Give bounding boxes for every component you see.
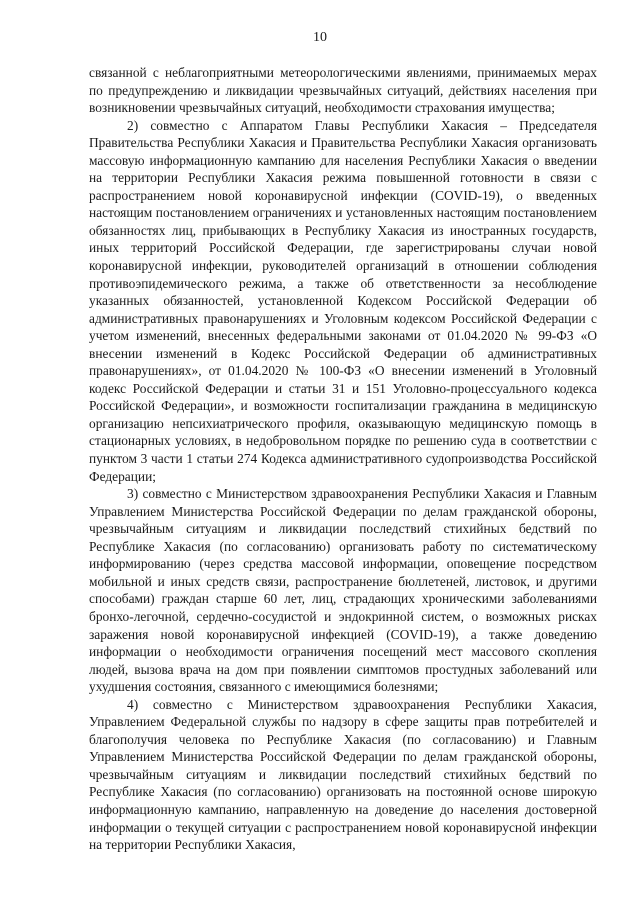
page-number: 10 xyxy=(313,30,327,45)
paragraph-item-4: 4) совместно с Министерством здравоохранения Республики Хакасия, Управлением Федеральной службы по надзору в сфере защиты прав потребителей и благополучия человека по Республике Хакасия (по согласованию) и Главным Управлением Министерства Российской Федерации по делам гражданской обороны, чрезвычайным ситуациям и ликвидации последствий стихийных бедствий по Республике Хакасия (по согласованию) организовать на постоянной основе широкую информационную кампанию, направленную на доведение до населения достоверной информации о текущей ситуации с распространением новой коронавирусной инфекции на территории Республики Хакасия, xyxy=(89,696,597,853)
paragraph-continuation: связанной с неблагоприятными метеорологическими явлениями, принимаемых мерах по предупреждению и ликвидации чрезвычайных ситуаций, действиях населения при возникновении чрезвычайных ситуаций, необходимости страхования имущества; xyxy=(89,65,597,116)
paragraph-item-2: 2) совместно с Аппаратом Главы Республики Хакасия – Председателя Правительства Республики Хакасия и Правительства Республики Хакасия организовать массовую информационную кампанию для населения Республики Хакасия о введении на территории Республики Хакасия режима повышенной готовности в связи с распространением новой коронавирусной инфекции (COVID-19), о введенных настоящим постановлением ограничениях и установленных настоящим постановлением обязанностях лиц, прибывающих в Республику Хакасия из иностранных государств, иных территорий Российской Федерации, где зарегистрированы случаи новой коронавирусной инфекции, руководителей организаций в отношении соблюдения противоэпидемического режима, а также об ответственности за несоблюдение указанных обязанностей, установленной Кодексом Российской Федерации об административных правонарушениях и Уголовным кодексом Российской Федерации с учетом изменений, внесенных федеральными законами от 01.04.2020 № 99-ФЗ «О внесении изменений в Кодекс Российской Федерации об административных правонарушениях», от 01.04.2020 № 100-ФЗ «О внесении изменений в Уголовный кодекс Российской Федерации и статьи 31 и 151 Уголовно-процессуального кодекса Российской Федерации», и возможности госпитализации гражданина в медицинскую организацию непсихиатрического профиля, оказывающую медицинскую помощь в стационарных условиях, в недобровольном порядке по решению суда в соответствии с пунктом 3 части 1 статьи 274 Кодекса административного судопроизводства Российской Федерации; xyxy=(89,117,597,484)
paragraph-item-3: 3) совместно с Министерством здравоохранения Республики Хакасия и Главным Управлением Министерства Российской Федерации по делам гражданской обороны, чрезвычайным ситуациям и ликвидации последствий стихийных бедствий по Республике Хакасия (по согласованию) организовать работу по систематическому информированию (через средства массовой информации, оповещение посредством мобильной и иных средств связи, распространение бюллетеней, листовок, и другими способами) граждан старше 60 лет, лиц, страдающих хроническими заболеваниями бронхо-легочной, сердечно-сосудистой и эндокринной систем, о возможных рисках заражения новой коронавирусной инфекцией (COVID-19), а также доведению информации о необходимости ограничения посещений мест массового скопления людей, вызова врача на дом при появлении симптомов простудных заболеваний или ухудшения состояния, связанного с имеющимися болезнями; xyxy=(89,486,597,695)
document-body xyxy=(89,64,597,854)
